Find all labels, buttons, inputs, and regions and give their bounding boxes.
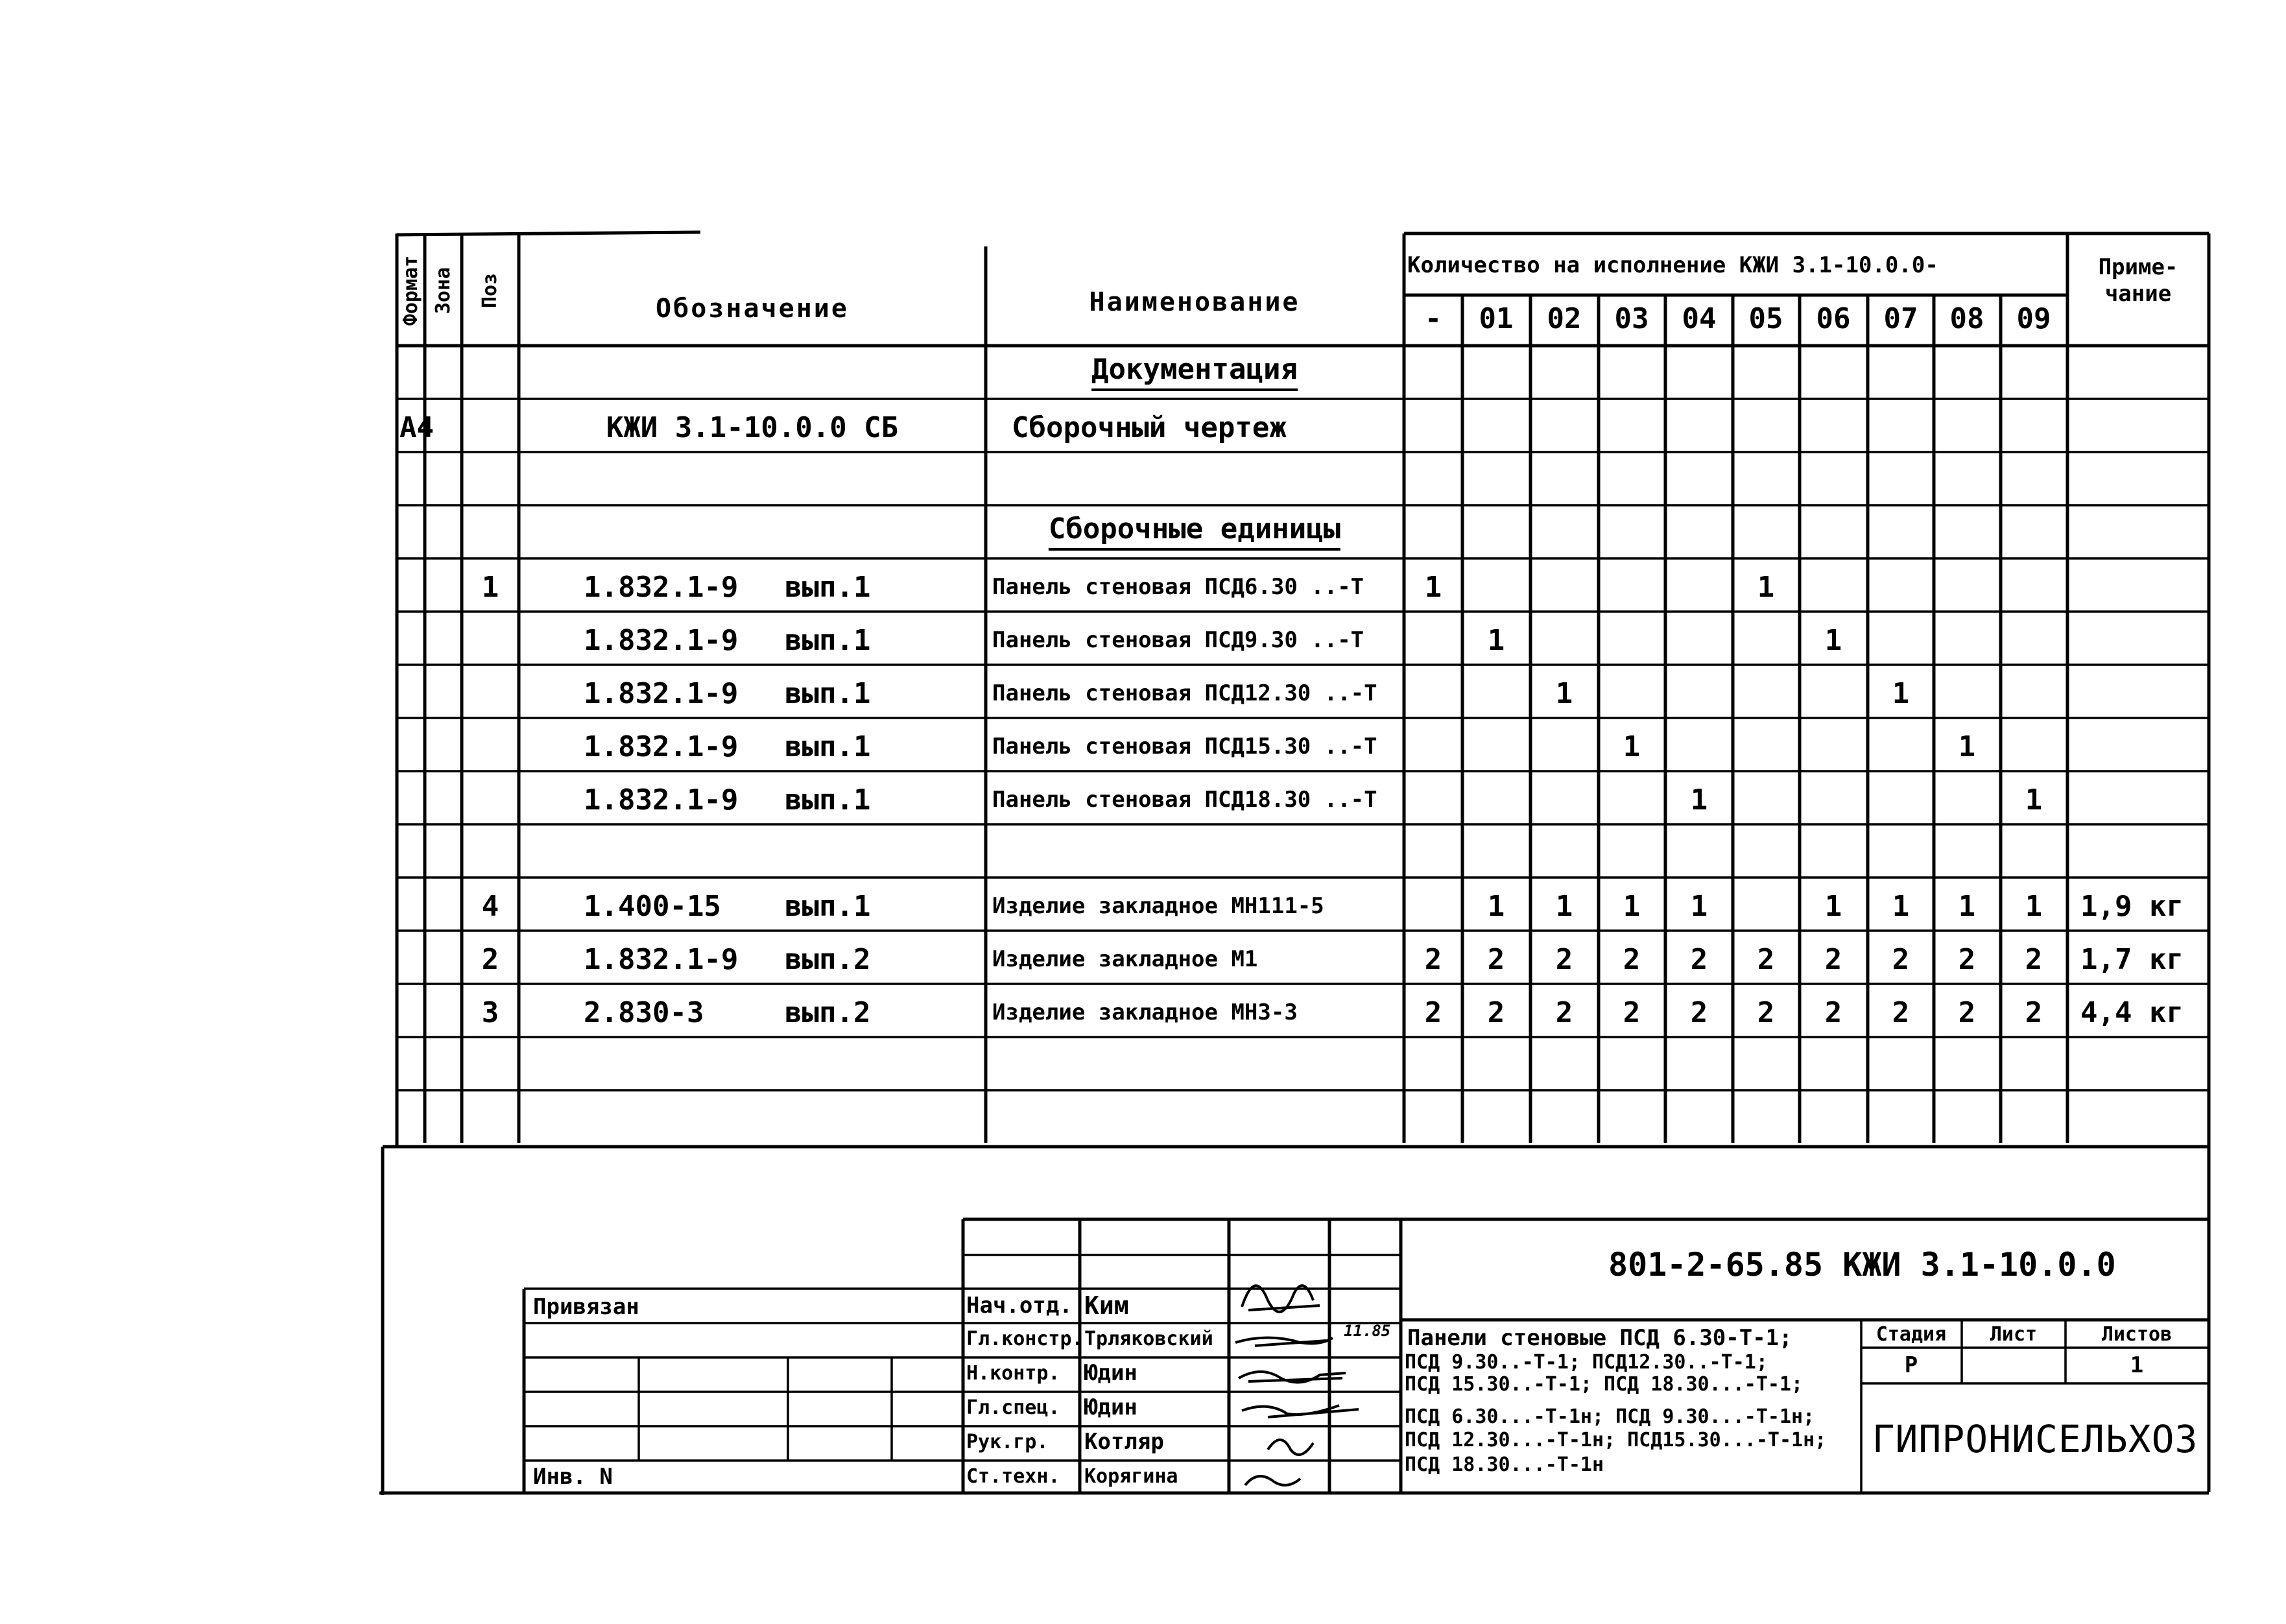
variant-header: 08 [1949,302,1984,335]
role-label: Н.контр. [966,1362,1060,1385]
qty-cell: 1 [1487,890,1505,923]
qty-cell: 2 [1824,996,1842,1029]
qty-cell: 1 [1690,783,1708,817]
qty-cell: 2 [1757,996,1775,1029]
qty-cell: 2 [1958,943,1976,976]
qty-cell: 2 [2025,996,2043,1029]
variant-header: 03 [1614,302,1649,335]
row-designation: 1.832.1-9 [584,943,739,976]
row-note: 1,9 кг [2080,890,2184,923]
document-code: 801-2-65.85 КЖИ 3.1-10.0.0 [1608,1246,2116,1284]
variant-header: 07 [1883,302,1918,335]
qty-cell: 2 [1690,996,1708,1029]
row-name: Панель стеновая ПСД6.30 ..-Т [992,574,1364,600]
date-note: 11.85 [1344,1322,1391,1340]
qty-cell: 1 [2025,783,2043,817]
qty-cell: 1 [1424,571,1442,604]
sheet-label: Лист [1990,1323,2038,1346]
organization-name: ГИПРОНИСЕЛЬХОЗ [1872,1417,2198,1461]
section-title-documentation: Документация [1091,355,1298,384]
product-title-line: ПСД 9.30..-Т-1; ПСД12.30..-Т-1; [1405,1351,1768,1374]
attached-label: Привязан [533,1294,639,1320]
header-pos: Поз [479,272,501,309]
row-designation: 1.832.1-9 [584,571,739,604]
qty-cell: 1 [1623,730,1641,763]
product-title-line: ПСД 12.30...-Т-1н; ПСД15.30...-Т-1н; [1405,1429,1827,1451]
qty-cell: 2 [1690,943,1708,976]
qty-cell: 1 [1757,571,1775,604]
qty-cell: 1 [1958,730,1976,763]
qty-cell: 1 [1824,624,1842,657]
person-name: Корягина [1084,1465,1178,1488]
row-designation: КЖИ 3.1-10.0.0 СБ [606,411,899,444]
row-release: вып.1 [785,677,871,710]
stage-value: Р [1904,1352,1918,1378]
header-note: Приме- чание [2098,254,2178,307]
qty-cell: 2 [2025,943,2043,976]
row-release: вып.1 [785,730,871,763]
header-name: Наименование [1089,287,1300,317]
variant-header: 01 [1479,302,1514,335]
row-designation: 1.832.1-9 [584,677,739,710]
qty-cell: 2 [1824,943,1842,976]
qty-cell: 1 [1892,890,1910,923]
qty-cell: 2 [1623,943,1641,976]
sheets-label: Листов [2101,1323,2173,1346]
qty-cell: 1 [1892,677,1910,710]
row-name: Панель стеновая ПСД12.30 ..-Т [992,680,1377,706]
row-name: Панель стеновая ПСД9.30 ..-Т [992,627,1364,653]
row-designation: 1.400-15 [584,890,721,923]
header-designation: Обозначение [656,294,849,324]
variant-header: 04 [1682,302,1717,335]
section-title-assembly-units: Сборочные единицы [1049,515,1340,543]
person-name: Юдин [1084,1360,1137,1386]
role-label: Гл.спец. [966,1396,1060,1419]
row-designation: 1.832.1-9 [584,624,739,657]
qty-cell: 2 [1424,996,1442,1029]
qty-cell: 1 [1623,890,1641,923]
qty-cell: 2 [1958,996,1976,1029]
row-release: вып.1 [785,624,871,657]
variant-header: 09 [2016,302,2051,335]
row-release: вып.1 [785,571,871,604]
row-name: Панель стеновая ПСД15.30 ..-Т [992,734,1377,759]
qty-cell: 1 [1824,890,1842,923]
product-title-line: ПСД 15.30..-Т-1; ПСД 18.30...-Т-1; [1405,1373,1804,1396]
qty-cell: 1 [1958,890,1976,923]
role-label: Рук.гр. [966,1431,1049,1453]
row-format: А4 [399,411,434,444]
role-label: Нач.отд. [966,1293,1073,1319]
row-name: Панель стеновая ПСД18.30 ..-Т [992,787,1377,813]
row-pos: 2 [481,943,499,976]
product-title-line: Панели стеновые ПСД 6.30-Т-1; [1407,1325,1792,1351]
row-name: Сборочный чертеж [1012,411,1287,444]
person-name: Ким [1084,1291,1129,1320]
row-name: Изделие закладное МН111-5 [992,893,1324,919]
signature-marks [1229,1255,1401,1493]
header-zone: Зона [432,267,455,315]
qty-cell: 2 [1487,996,1505,1029]
qty-cell: 1 [2025,890,2043,923]
qty-cell: 2 [1892,943,1910,976]
qty-cell: 1 [1487,624,1505,657]
role-label: Гл.констр. [966,1328,1084,1350]
qty-cell: 2 [1487,943,1505,976]
row-pos: 3 [481,996,499,1029]
inv-label: Инв. N [533,1464,613,1490]
row-note: 1,7 кг [2080,943,2184,976]
person-name: Трляковский [1084,1328,1213,1350]
row-release: вып.1 [785,890,871,923]
person-name: Котляр [1084,1429,1164,1455]
variant-header: - [1424,302,1442,335]
qty-cell: 2 [1892,996,1910,1029]
row-release: вып.2 [785,943,871,976]
row-designation: 2.830-3 [584,996,704,1029]
qty-cell: 1 [1555,890,1573,923]
variant-header: 05 [1748,302,1783,335]
header-format: Формат [399,255,422,326]
row-name: Изделие закладное М1 [992,946,1258,972]
qty-cell: 2 [1555,943,1573,976]
qty-cell: 2 [1555,996,1573,1029]
qty-cell: 2 [1623,996,1641,1029]
qty-cell: 2 [1424,943,1442,976]
row-designation: 1.832.1-9 [584,783,739,817]
row-pos: 4 [481,890,499,923]
qty-cell: 2 [1757,943,1775,976]
stage-label: Стадия [1875,1323,1947,1346]
product-title-line: ПСД 18.30...-Т-1н [1405,1453,1604,1476]
qty-cell: 1 [1690,890,1708,923]
row-pos: 1 [481,571,499,604]
header-quantity: Количество на исполнение КЖИ 3.1-10.0.0- [1407,252,1938,278]
role-label: Ст.техн. [966,1465,1060,1488]
row-release: вып.2 [785,996,871,1029]
qty-cell: 1 [1555,677,1573,710]
variant-header: 02 [1547,302,1582,335]
row-note: 4,4 кг [2080,996,2184,1029]
person-name: Юдин [1084,1394,1137,1420]
row-designation: 1.832.1-9 [584,730,739,763]
row-release: вып.1 [785,783,871,817]
sheets-value: 1 [2130,1352,2144,1378]
variant-header: 06 [1816,302,1851,335]
row-name: Изделие закладное МН3-3 [992,999,1298,1025]
product-title-line: ПСД 6.30...-Т-1н; ПСД 9.30...-Т-1н; [1405,1405,1815,1428]
